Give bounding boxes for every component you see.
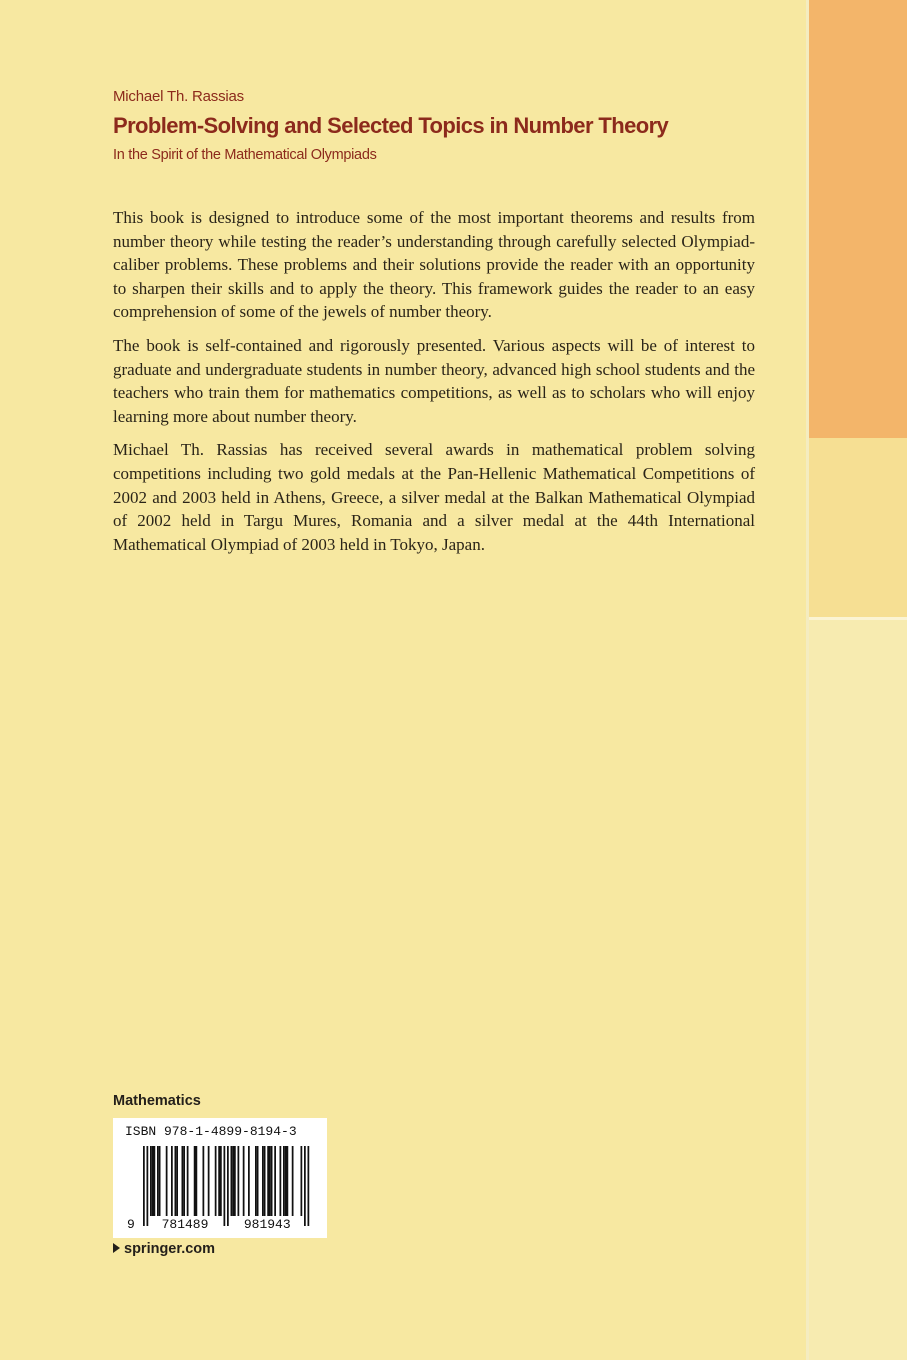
barcode-bar [159,1146,161,1216]
barcode-bar [269,1146,271,1216]
author-name: Michael Th. Rassias [113,88,244,105]
barcode-bar [292,1146,294,1216]
side-strip-orange [809,0,907,438]
barcode-bar [264,1146,266,1216]
barcode-bar [285,1146,287,1216]
barcode-bar [196,1146,198,1216]
barcode-icon [113,1118,327,1238]
side-strip-pale [809,620,907,1360]
barcode-digit: 981943 [243,1217,291,1232]
publisher-website[interactable] [113,1241,215,1257]
barcode-bar [231,1146,233,1216]
barcode-bar [308,1146,310,1226]
barcode-bar [262,1146,264,1216]
barcode-bar [271,1146,273,1216]
barcode-bar [157,1146,159,1216]
barcode-digit: 9 [127,1217,135,1232]
barcode-bar [215,1146,217,1216]
subject-category: Mathematics [113,1093,201,1109]
barcode-bar [152,1146,154,1216]
barcode-bar [283,1146,285,1216]
barcode-bar [166,1146,168,1216]
barcode-bar [301,1146,303,1216]
description-paragraph: This book is designed to introduce some of the most important theorems and results from number theory while testing the reader’s understanding through carefully selected Olympiad-caliber problems. These problems and their solutions provide the reader with an opportunity to sharpen their skills and to apply the theory. This framework guides the reader to an easy comprehension of some of the jewels of number theory. [113,208,755,322]
arrow-right-icon [113,1243,120,1253]
isbn-barcode [113,1118,327,1238]
barcode-bar [194,1146,196,1216]
barcode-bar [257,1146,259,1216]
barcode-bar [203,1146,205,1216]
barcode-bar [248,1146,250,1216]
publisher-website-label: springer.com [124,1241,216,1257]
barcode-bar [267,1146,269,1216]
isbn-label: ISBN 978-1-4899-8194-3 [125,1124,297,1139]
barcode-bar [224,1146,226,1226]
barcode-bar [304,1146,306,1226]
description-paragraph: Michael Th. Rassias has received several awards in mathematical problem solving competitions including two gold medals at the Pan-Hellenic Mathematical Competitions of 2002 and 2003 held in Athens, Greece, a silver medal at the Balkan Mathematical Olympiad of 2002 held in Targu Mures, Romania and a silver medal at the 44th International Mathematical Olympiad of 2003 held in Tokyo, Japan. [113,440,755,554]
barcode-bar [187,1146,189,1216]
barcode-bar [234,1146,236,1216]
book-subtitle: In the Spirit of the Mathematical Olympiads [113,147,377,163]
barcode-bar [182,1146,184,1216]
barcode-bar [183,1146,185,1216]
barcode-bar [287,1146,289,1216]
barcode-bar [208,1146,210,1216]
barcode-bar [147,1146,149,1226]
book-header [113,87,773,166]
barcode-bar [150,1146,152,1216]
barcode-bar [143,1146,145,1226]
barcode-bar [274,1146,276,1216]
barcode-bar [238,1146,240,1216]
side-strip-yellow [809,438,907,617]
book-description [113,206,755,566]
barcode-bar [176,1146,178,1216]
barcode-bar [171,1146,173,1216]
barcode-digit: 781489 [161,1217,209,1232]
barcode-bar [255,1146,257,1216]
barcode-bar [220,1146,222,1216]
description-paragraph: The book is self-contained and rigorously presented. Various aspects will be of interest to graduate and undergraduate students in number theory, advanced high school students and the teachers who train them for mathematics competitions, as well as to scholars who will enjoy learning more about number theory. [113,335,755,426]
barcode-bar [232,1146,234,1216]
barcode-bar [175,1146,177,1216]
barcode-bar [280,1146,282,1216]
barcode-bar [154,1146,156,1216]
book-title: Problem-Solving and Selected Topics in Number Theory [113,113,669,138]
barcode-bar [243,1146,245,1216]
barcode-bar [218,1146,220,1216]
barcode-bar [227,1146,229,1226]
